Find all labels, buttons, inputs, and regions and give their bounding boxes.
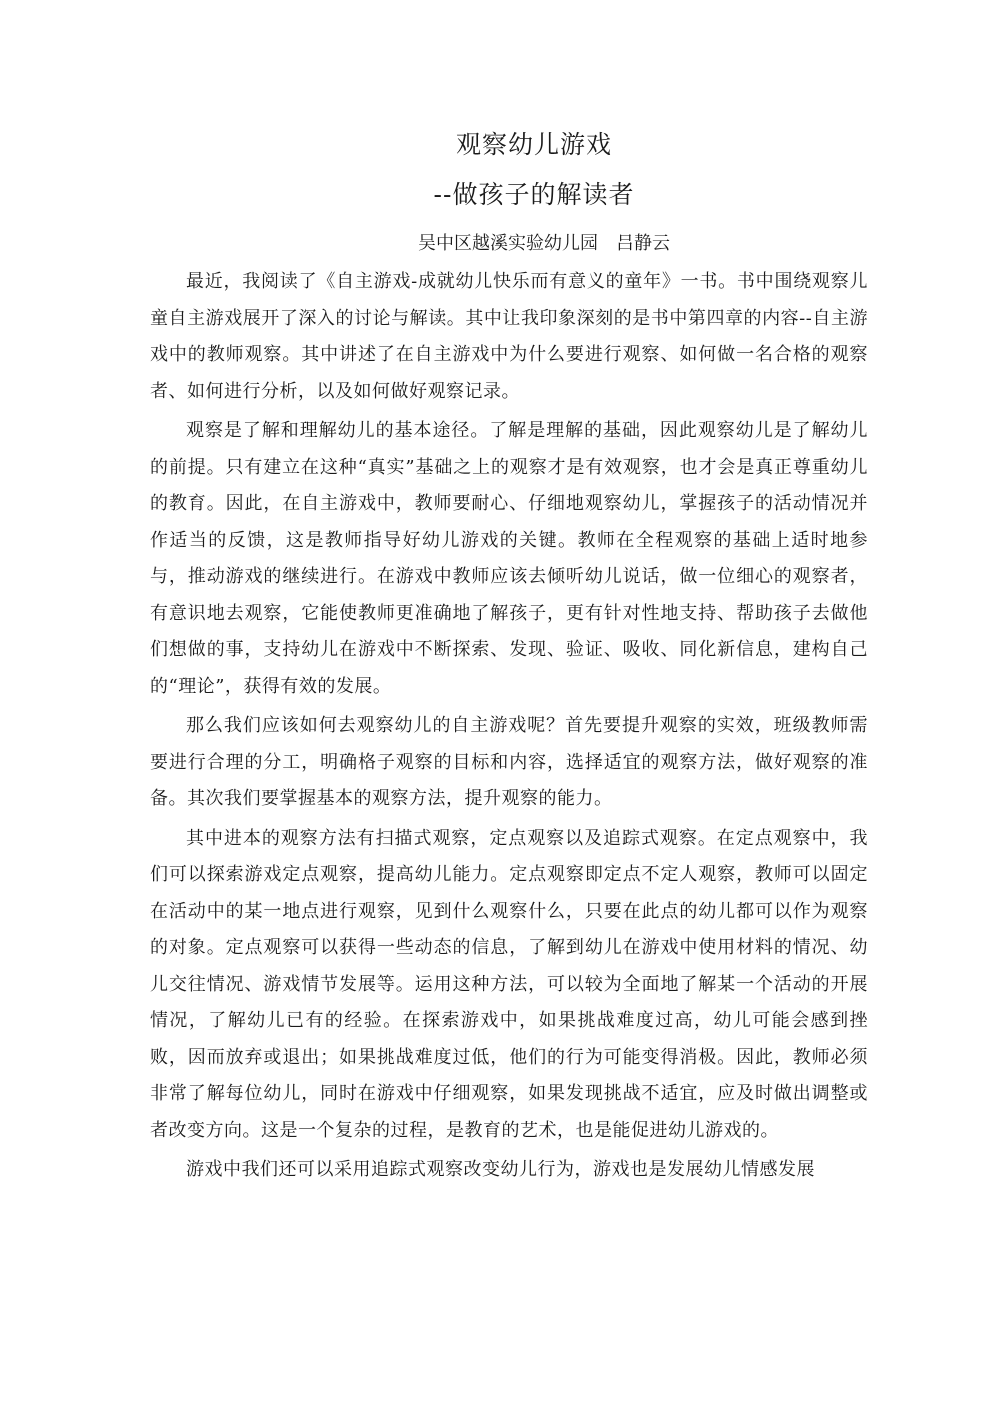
paragraph-1: 最近，我阅读了《自主游戏-成就幼儿快乐而有意义的童年》一书。书中围绕观察儿童自主游戏展开了深入的讨论与解读。其中让我印象深刻的是书中第四章的内容--自主游戏中的教师观察。其中讲述了在自主游戏中为什么要进行观察、如何做一名合格的观察者、如何进行分析，以及如何做好观察记录。 [150, 271, 868, 402]
paragraph-2: 观察是了解和理解幼儿的基本途径。了解是理解的基础，因此观察幼儿是了解幼儿的前提。只有建立在这种“真实”基础之上的观察才是有效观察，也才会是真正尊重幼儿的教育。因此，在自主游戏中，教师要耐心、仔细地观察幼儿，掌握孩子的活动情况并作适当的反馈，这是教师指导好幼儿游戏的关键。教师在全程观察的基础上适时地参与，推动游戏的继续进行。在游戏中教师应该去倾听幼儿说话，做一位细心的观察者，有意识地去观察，它能使教师更准确地了解孩子，更有针对性地支持、帮助孩子去做他们想做的事，支持幼儿在游戏中不断探索、发现、验证、吸收、同化新信息，建构自己的“理论”，获得有效的发展。 [150, 420, 868, 697]
document-title: 观察幼儿游戏 [455, 130, 612, 159]
document-subtitle: --做孩子的解读者 [433, 180, 635, 209]
paragraph-4: 其中进本的观察方法有扫描式观察，定点观察以及追踪式观察。在定点观察中，我们可以探索游戏定点观察，提高幼儿能力。定点观察即定点不定人观察，教师可以固定在活动中的某一地点进行观察，见到什么观察什么，只要在此点的幼儿都可以作为观察的对象。定点观察可以获得一些动态的信息，了解到幼儿在游戏中使用材料的情况、幼儿交往情况、游戏情节发展等。运用这种方法，可以较为全面地了解某一个活动的开展情况，了解幼儿已有的经验。在探索游戏中，如果挑战难度过高，幼儿可能会感到挫败，因而放弃或退出；如果挑战难度过低，他们的行为可能变得消极。因此，教师必须非常了解每位幼儿，同时在游戏中仔细观察，如果发现挑战不适宜，应及时做出调整或者改变方向。这是一个复杂的过程，是教育的艺术，也是能促进幼儿游戏的。 [150, 827, 868, 1141]
author-line: 吴中区越溪实验幼儿园 吕静云 [418, 233, 670, 254]
document-page [150, 120, 868, 1192]
paragraph-5: 游戏中我们还可以采用追踪式观察改变幼儿行为，游戏也是发展幼儿情感发展 [186, 1159, 815, 1180]
paragraph-3: 那么我们应该如何去观察幼儿的自主游戏呢？首先要提升观察的实效，班级教师需要进行合理的分工，明确格子观察的目标和内容，选择适宜的观察方法，做好观察的准备。其次我们要掌握基本的观察方法，提升观察的能力。 [150, 715, 868, 809]
